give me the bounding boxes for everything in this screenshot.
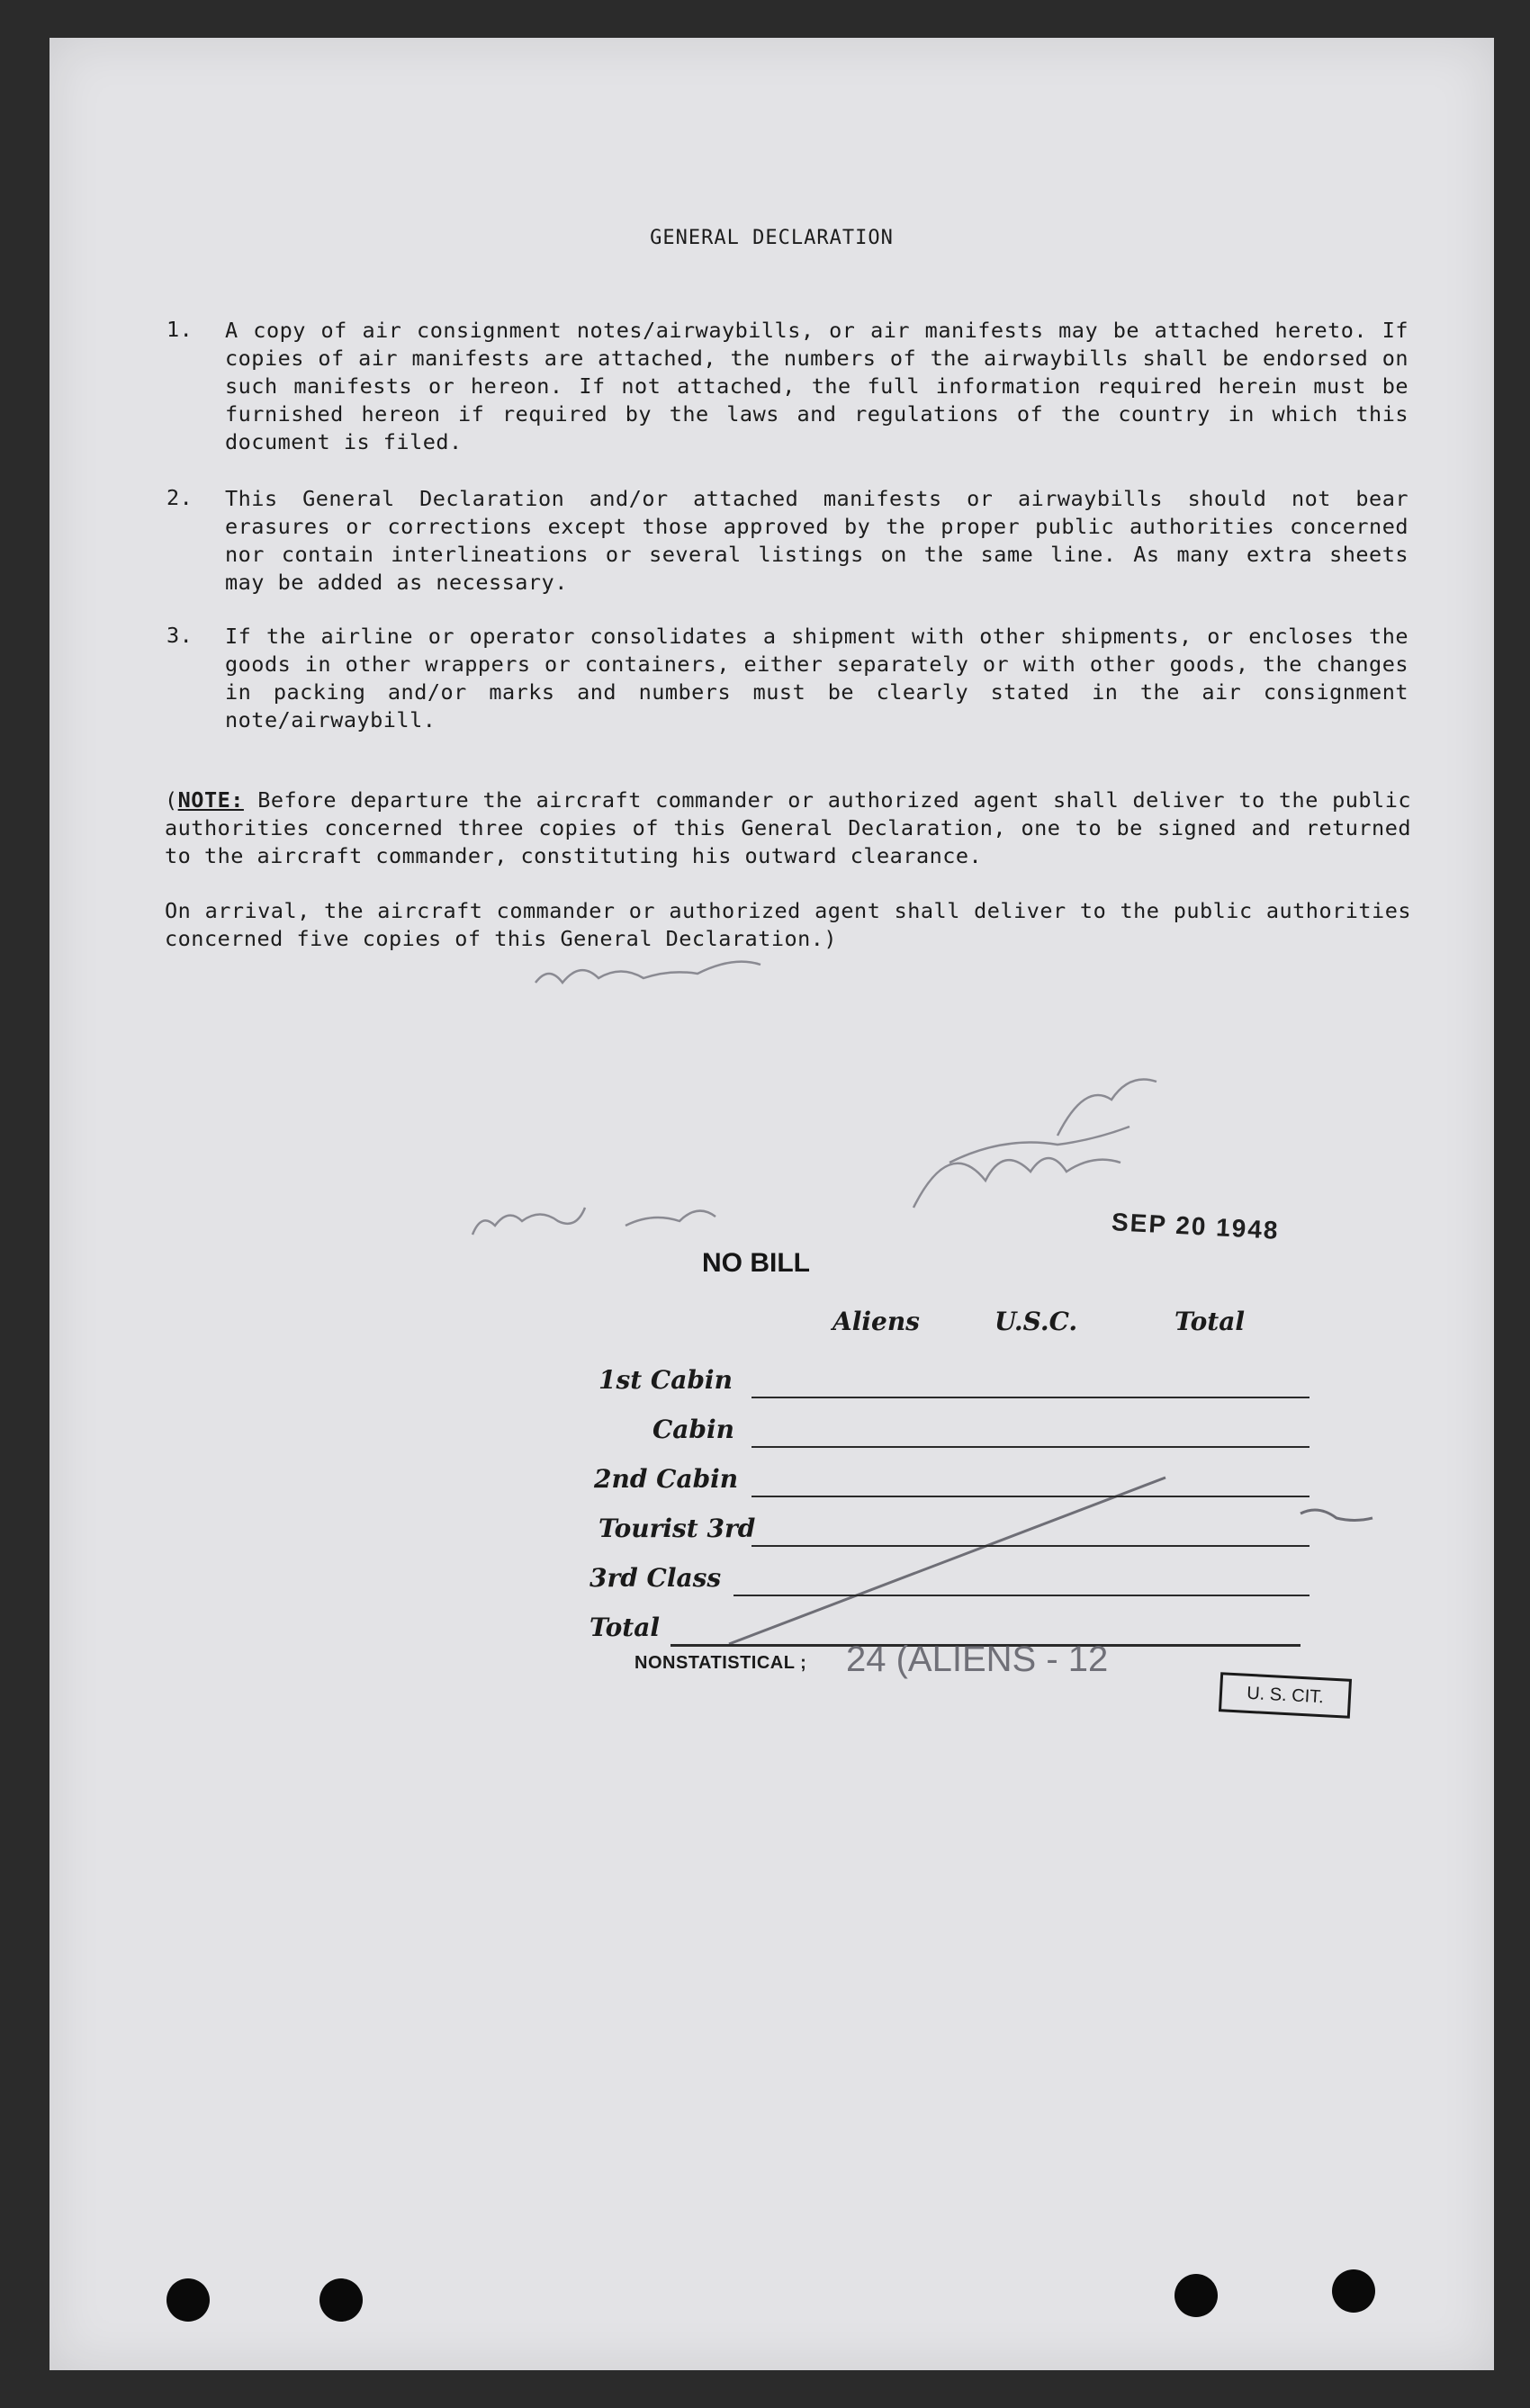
punch-hole (1332, 2269, 1375, 2313)
item-text: A copy of air consignment notes/airwaybills, or air manifests may be attached hereto. If copies of air manifests are attached, the numbers of the airwaybills shall be endorsed on such manifests or hereon. If not attached, the full information required herein must be furnished hereon if required by the laws and regulations of the country in which this document is filed. (225, 318, 1408, 454)
column-aliens: Aliens (832, 1307, 920, 1336)
row-cabin: Cabin (652, 1415, 734, 1444)
note-label: NOTE: (177, 787, 244, 813)
row-line (752, 1446, 1310, 1448)
handwritten-count: 24 (ALIENS - 12 (846, 1640, 1109, 1679)
row-line (734, 1595, 1310, 1596)
item-text: If the airline or operator consolidates a shipment with other shipments, or encloses the goods in other wrappers or containers, either separately or with other goods, the changes in packing and/or marks and numbers must be clearly stated in the air consignment note/airwaybill. (225, 624, 1408, 732)
punch-hole (166, 2278, 210, 2322)
row-line (752, 1397, 1310, 1398)
document-page (50, 38, 1494, 2370)
item-number: 2. (166, 485, 194, 510)
column-total: Total (1174, 1307, 1246, 1336)
row-3rd-class: 3rd Class (590, 1563, 722, 1593)
column-usc: U.S.C. (994, 1307, 1078, 1336)
item-text: This General Declaration and/or attached manifests or airwaybills should not bear erasures or corrections except those approved by the proper public authorities concerned nor contain interlineations or several listings on the same line. As many extra sheets may be added as necessary. (225, 486, 1408, 595)
item-number: 1. (166, 317, 194, 342)
handwritten-scribbles (50, 38, 1494, 2370)
punch-hole (320, 2278, 363, 2322)
no-bill-stamp: NO BILL (702, 1248, 810, 1278)
page-title: GENERAL DECLARATION (650, 227, 894, 249)
punch-hole (1174, 2274, 1218, 2317)
note-text: Before departure the aircraft commander or authorized agent shall deliver to the public authorities concerned three copies of this General Declaration, one to be signed and returned to the aircraft commander, constituting his outward clearance. (165, 787, 1411, 868)
item-number: 3. (166, 623, 194, 648)
date-stamp: SEP 20 1948 (1111, 1208, 1281, 1244)
nonstatistical-stamp: NONSTATISTICAL ; (634, 1653, 807, 1673)
row-2nd-cabin: 2nd Cabin (594, 1464, 739, 1494)
arrival-paragraph: On arrival, the aircraft commander or authorized agent shall deliver to the public authorities concerned five copies of this General Declaration.) (165, 898, 1411, 951)
row-line (752, 1496, 1310, 1497)
row-total: Total (590, 1613, 661, 1642)
note-paragraph: (NOTE: Before departure the aircraft commander or authorized agent shall deliver to the public authorities concerned three copies of this General Declaration, one to be signed and returned to the aircraft commander, constituting his outward clearance. (165, 787, 1411, 868)
row-1st-cabin: 1st Cabin (598, 1365, 733, 1395)
us-citizen-stamp: U. S. CIT. (1219, 1672, 1352, 1719)
row-line (752, 1545, 1310, 1547)
row-tourist-3rd: Tourist 3rd (598, 1514, 756, 1543)
